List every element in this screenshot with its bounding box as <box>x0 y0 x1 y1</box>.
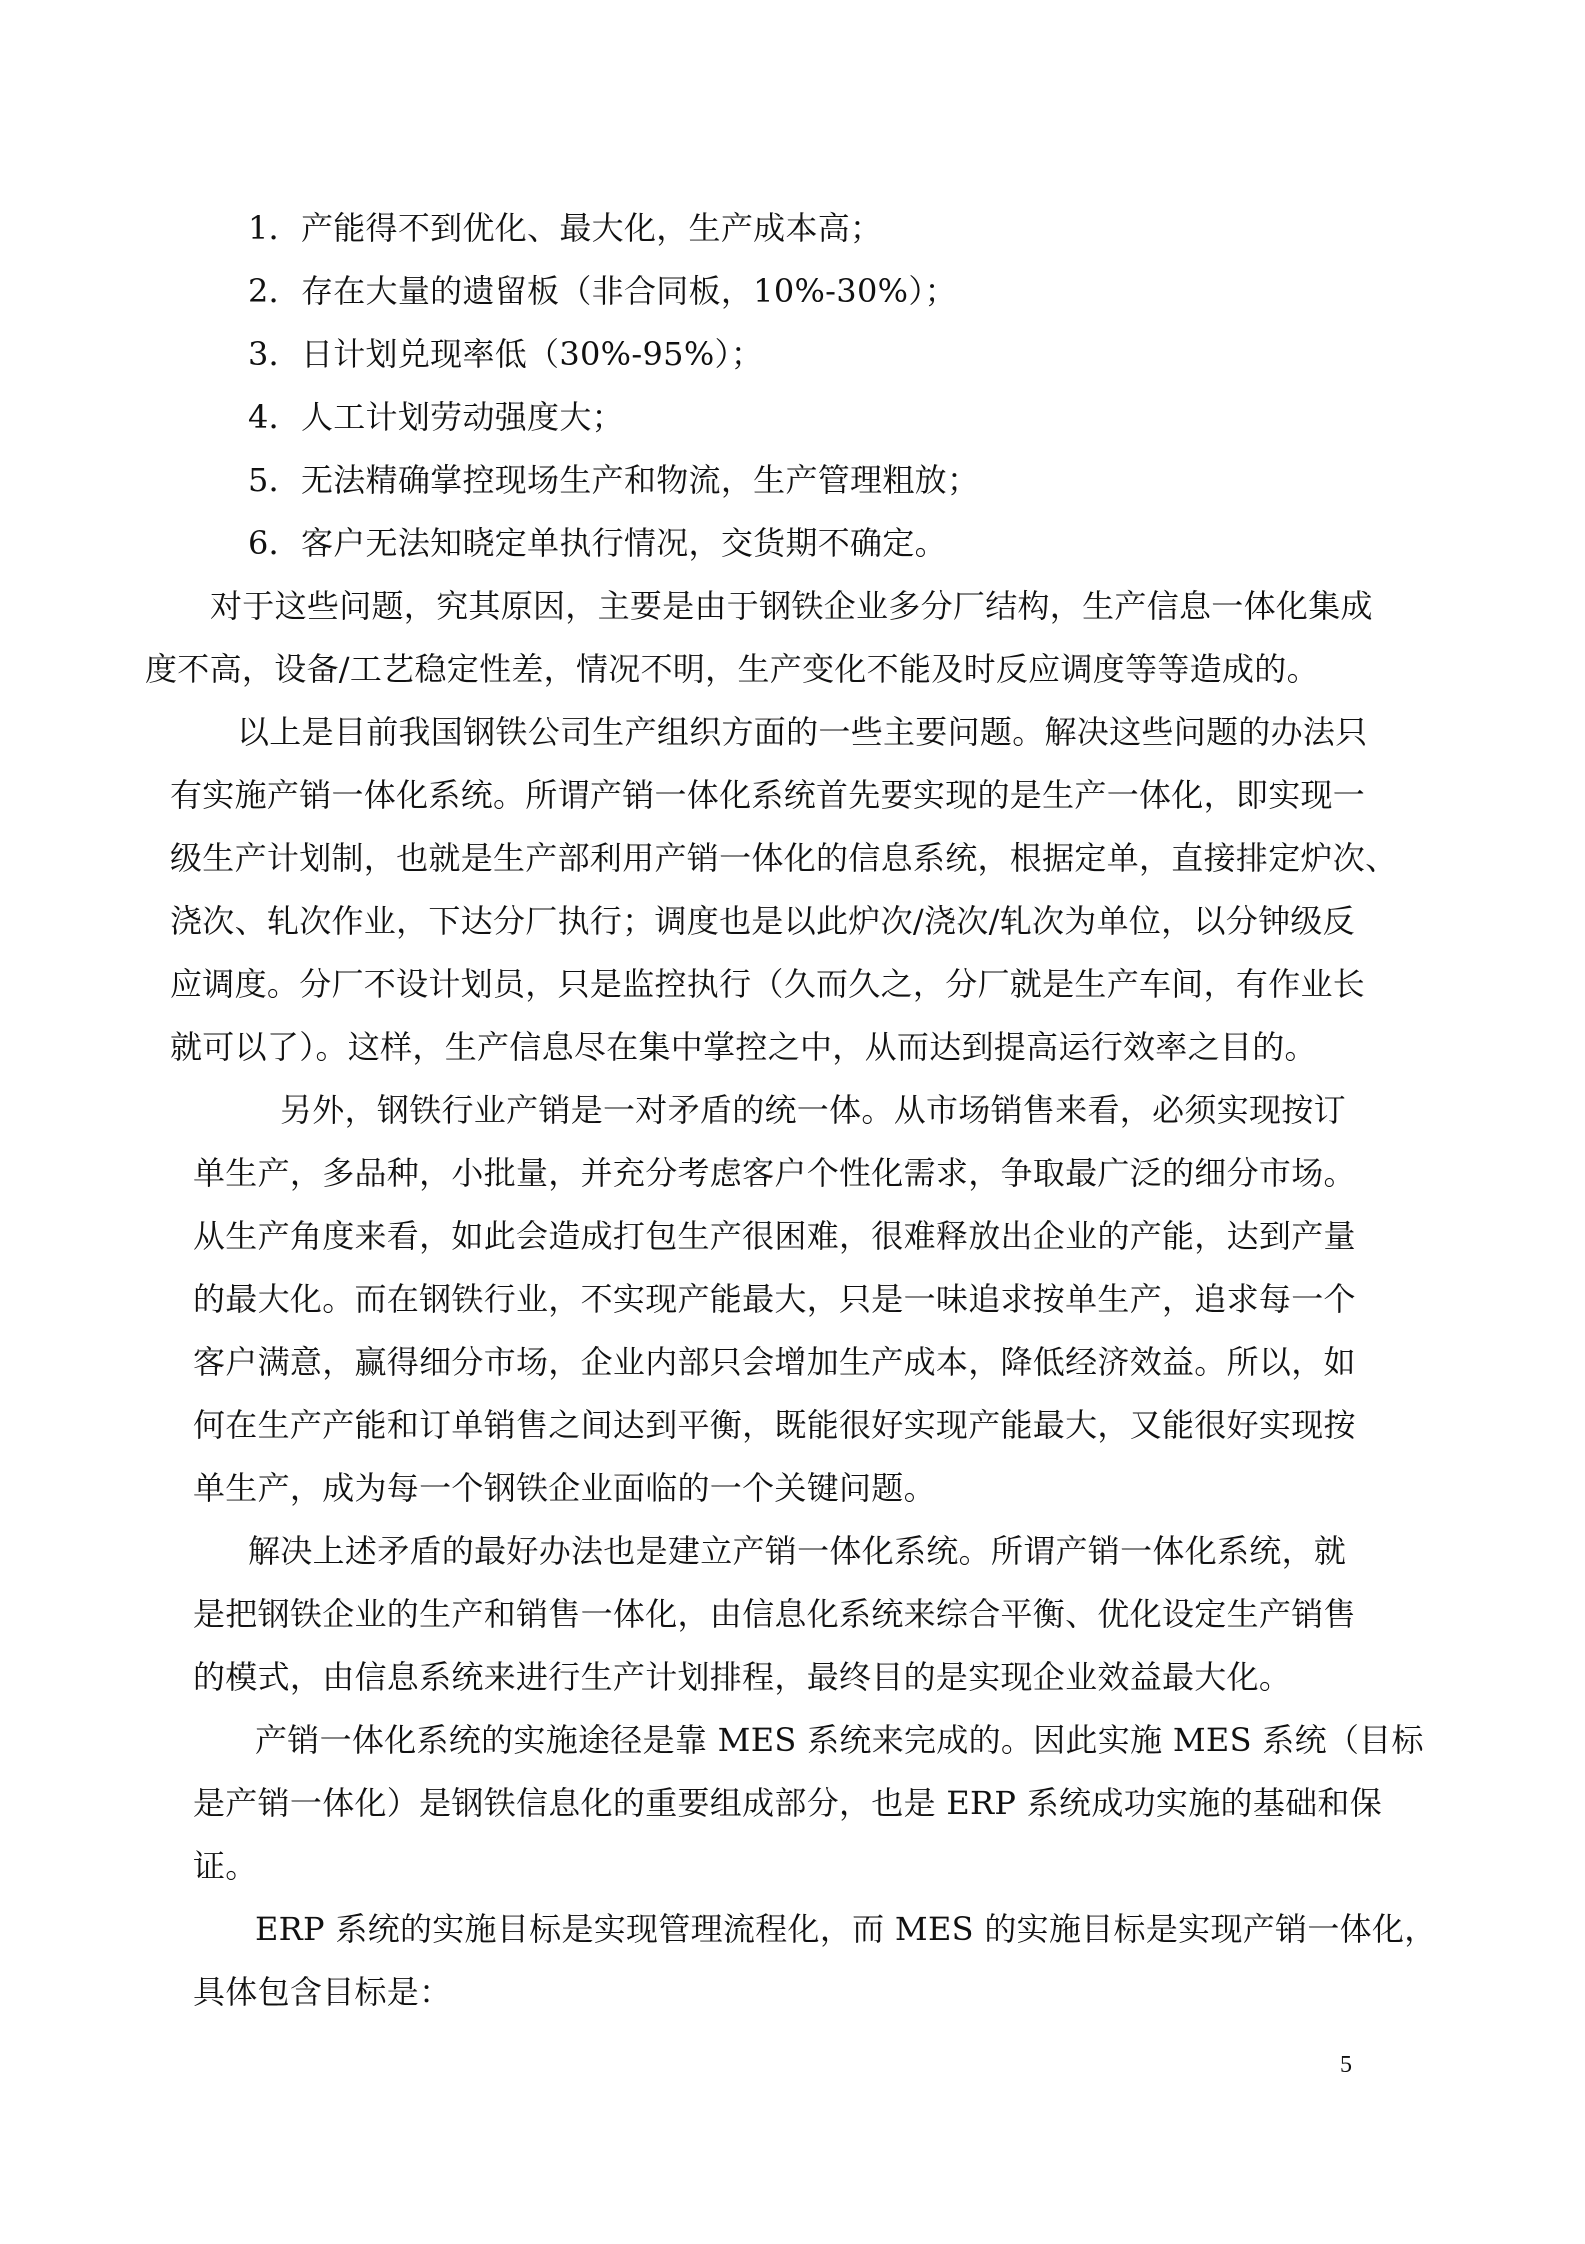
paragraph-line: 的模式，由信息系统来进行生产计划排程，最终目的是实现企业效益最大化。 <box>193 1658 1292 1696</box>
paragraph-line: 是产销一体化）是钢铁信息化的重要组成部分，也是 ERP 系统成功实施的基础和保 <box>193 1784 1383 1822</box>
list-item: 3．日计划兑现率低（30%-95%）； <box>248 335 764 373</box>
paragraph-line: 单生产，多品种，小批量，并充分考虑客户个性化需求，争取最广泛的细分市场。 <box>193 1154 1356 1192</box>
paragraph-line: 是把钢铁企业的生产和销售一体化，由信息化系统来综合平衡、优化设定生产销售 <box>193 1595 1356 1633</box>
list-item: 5．无法精确掌控现场生产和物流，生产管理粗放； <box>248 461 980 499</box>
paragraph-line: 单生产，成为每一个钢铁企业面临的一个关键问题。 <box>193 1469 936 1507</box>
paragraph-line: 从生产角度来看，如此会造成打包生产很困难，很难释放出企业的产能，达到产量 <box>193 1217 1356 1255</box>
paragraph-line: 级生产计划制，也就是生产部利用产销一体化的信息系统，根据定单，直接排定炉次、 <box>170 839 1398 877</box>
list-item: 6．客户无法知晓定单执行情况，交货期不确定。 <box>248 524 947 562</box>
paragraph-line: 另外，钢铁行业产销是一对矛盾的统一体。从市场销售来看，必须实现按订 <box>280 1091 1346 1129</box>
paragraph-line: 何在生产产能和订单销售之间达到平衡，既能很好实现产能最大，又能很好实现按 <box>193 1406 1356 1444</box>
paragraph-line: 应调度。分厂不设计划员，只是监控执行（久而久之，分厂就是生产车间，有作业长 <box>170 965 1366 1003</box>
paragraph-line: 对于这些问题，究其原因，主要是由于钢铁企业多分厂结构，生产信息一体化集成 <box>210 587 1373 625</box>
paragraph-line: ERP 系统的实施目标是实现管理流程化，而 MES 的实施目标是实现产销一体化， <box>255 1910 1437 1948</box>
list-item: 2．存在大量的遗留板（非合同板，10%-30%）； <box>248 272 957 310</box>
list-item: 1．产能得不到优化、最大化，生产成本高； <box>248 209 883 247</box>
paragraph-line: 具体包含目标是： <box>193 1973 452 2011</box>
paragraph-line: 浇次、轧次作业，下达分厂执行；调度也是以此炉次/浇次/轧次为单位，以分钟级反 <box>170 902 1355 940</box>
paragraph-line: 证。 <box>193 1847 258 1885</box>
list-item: 4．人工计划劳动强度大； <box>248 398 624 436</box>
paragraph-line: 有实施产销一体化系统。所谓产销一体化系统首先要实现的是生产一体化，即实现一 <box>170 776 1366 814</box>
paragraph-line: 解决上述矛盾的最好办法也是建立产销一体化系统。所谓产销一体化系统，就 <box>248 1532 1347 1570</box>
paragraph-line: 就可以了）。这样，生产信息尽在集中掌控之中，从而达到提高运行效率之目的。 <box>170 1028 1317 1066</box>
paragraph-line: 客户满意，赢得细分市场，企业内部只会增加生产成本，降低经济效益。所以，如 <box>193 1343 1356 1381</box>
paragraph-line: 以上是目前我国钢铁公司生产组织方面的一些主要问题。解决这些问题的办法只 <box>237 713 1368 751</box>
paragraph-line: 度不高，设备/工艺稳定性差，情况不明，生产变化不能及时反应调度等等造成的。 <box>145 650 1319 688</box>
paragraph-line: 的最大化。而在钢铁行业，不实现产能最大，只是一味追求按单生产，追求每一个 <box>193 1280 1356 1318</box>
page-number: 5 <box>1340 2052 1352 2078</box>
paragraph-line: 产销一体化系统的实施途径是靠 MES 系统来完成的。因此实施 MES 系统（目标 <box>255 1721 1424 1759</box>
